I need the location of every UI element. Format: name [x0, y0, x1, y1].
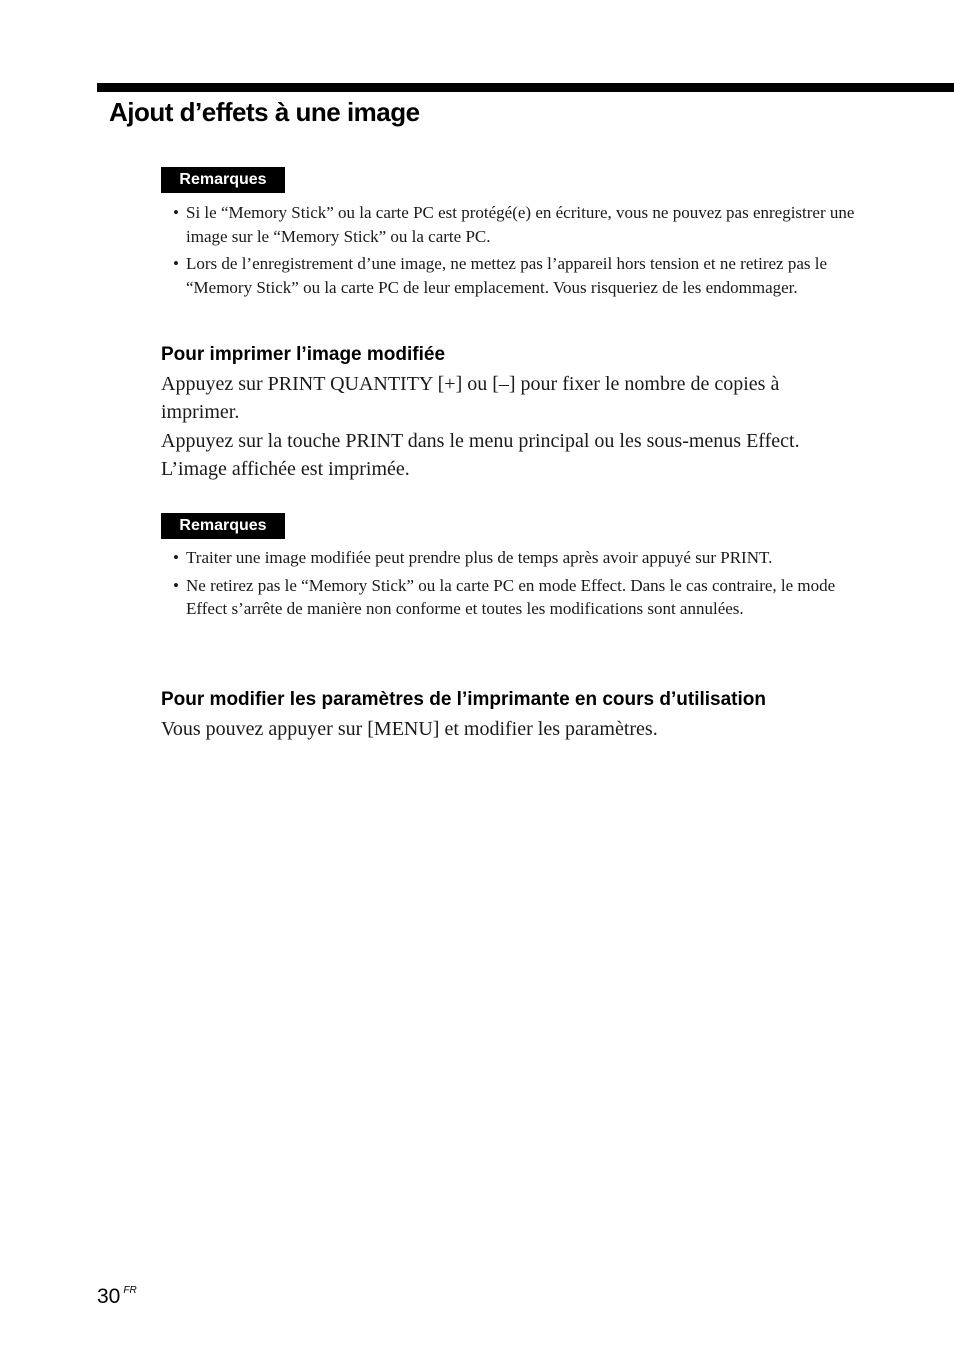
remarks-list: [172, 546, 877, 625]
remarks-badge: Remarques: [161, 513, 285, 539]
bullet-icon: •: [173, 203, 179, 222]
list-item: [172, 252, 862, 299]
bullet-icon: •: [173, 575, 179, 595]
remark-text: Ne retirez pas le “Memory Stick” ou la carte PC en mode Effect. Dans le cas contraire, le mode Effect s’arrête de manière non conforme et toutes les modifications sont annulées.: [186, 575, 836, 618]
settings-instruction: Vous pouvez appuyer sur [MENU] et modifier les paramètres.: [161, 718, 658, 740]
remarks-badge: Remarques: [161, 167, 285, 193]
list-item: [172, 546, 877, 570]
remark-text: Lors de l’enregistrement d’une image, ne mettez pas l’appareil hors tension et ne retirez pas le “Memory Stick” ou la carte PC de leur emplacement. Vous risqueriez de les endommager.: [186, 254, 828, 297]
remarks-list: [172, 201, 862, 303]
section-heading-print: Pour imprimer l’image modifiée: [161, 344, 446, 365]
section-heading-settings: Pour modifier les paramètres de l’imprimante en cours d’utilisation: [161, 689, 766, 710]
print-instruction: Appuyez sur PRINT QUANTITY [+] ou [–] pour fixer le nombre de copies à imprimer.: [161, 373, 780, 423]
page-language: FR: [123, 1285, 137, 1296]
list-item: [172, 201, 862, 248]
list-item: [172, 574, 877, 621]
page-number-value: 30: [97, 1285, 121, 1308]
bullet-icon: •: [173, 548, 179, 567]
remark-text: Traiter une image modifiée peut prendre plus de temps après avoir appuyé sur PRINT.: [186, 548, 773, 567]
print-instruction: Appuyez sur la touche PRINT dans le menu principal ou les sous-menus Effect. L’image affichée est imprimée.: [161, 430, 800, 480]
remark-text: Si le “Memory Stick” ou la carte PC est protégé(e) en écriture, vous ne pouvez pas enregistrer une image sur le “Memory Stick” ou la carte PC.: [186, 203, 855, 246]
bullet-icon: •: [173, 254, 179, 273]
page-number: [97, 1278, 137, 1310]
top-rule: [97, 83, 954, 92]
page-title: Ajout d’effets à une image: [109, 97, 420, 127]
